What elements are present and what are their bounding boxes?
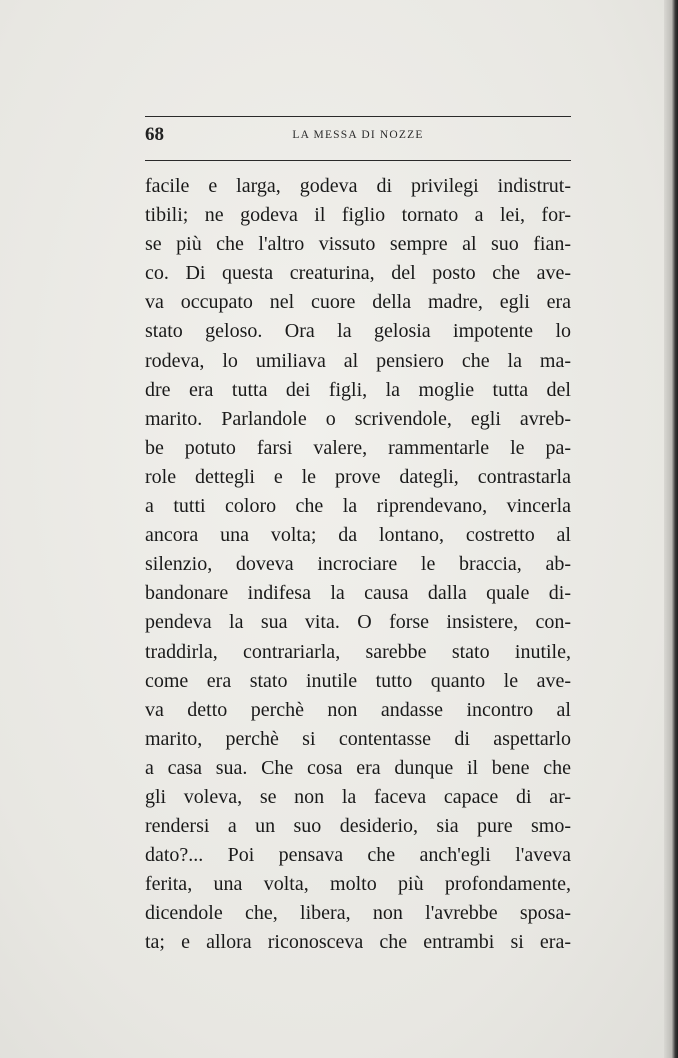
page-binding-edge [664, 0, 678, 1058]
text-line: va occupato nel cuore della madre, egli era [145, 291, 571, 314]
text-line: bandonare indifesa la causa dalla quale di- [145, 582, 571, 605]
text-line: marito, perchè si contentasse di aspettarlo [145, 727, 571, 750]
page-number: 68 [145, 124, 164, 145]
text-line: facile e larga, godeva di privilegi indistrut- [145, 175, 571, 197]
text-line: pendeva la sua vita. O forse insistere, con- [145, 611, 571, 634]
body-text [145, 172, 571, 958]
running-title: LA MESSA DI NOZZE [292, 129, 424, 141]
text-line: tibili; ne godeva il figlio tornato a lei, for- [145, 204, 571, 227]
text-line: stato geloso. Ora la gelosia impotente lo [145, 320, 571, 343]
text-line: dicendole che, libera, non l'avrebbe sposa- [145, 902, 571, 925]
text-line: a casa sua. Che cosa era dunque il bene che [145, 756, 571, 779]
header-top-rule [145, 116, 571, 117]
text-line: rendersi a un suo desiderio, sia pure smo- [145, 815, 571, 838]
header-bottom-rule [145, 160, 571, 161]
text-line: be potuto farsi valere, rammentarle le pa- [145, 436, 571, 459]
text-line: a tutti coloro che la riprendevano, vincerla [145, 495, 571, 518]
page-header [145, 124, 571, 152]
text-line: ferita, una volta, molto più profondamente, [145, 873, 571, 896]
text-line: se più che l'altro vissuto sempre al suo fian- [145, 233, 571, 256]
text-line: ancora una volta; da lontano, costretto al [145, 524, 571, 547]
text-line: come era stato inutile tutto quanto le ave- [145, 669, 571, 692]
text-line: silenzio, doveva incrociare le braccia, ab- [145, 553, 571, 576]
text-line: dre era tutta dei figli, la moglie tutta del [145, 378, 571, 401]
text-line: dato?... Poi pensava che anch'egli l'aveva [145, 844, 571, 867]
text-line: va detto perchè non andasse incontro al [145, 698, 571, 721]
text-line: role dettegli e le prove dategli, contrastarla [145, 465, 571, 488]
text-line: gli voleva, se non la faceva capace di ar- [145, 785, 571, 808]
text-line: rodeva, lo umiliava al pensiero che la ma- [145, 349, 571, 372]
text-line: co. Di questa creaturina, del posto che ave- [145, 262, 571, 285]
text-line: marito. Parlandole o scrivendole, egli avreb- [145, 407, 571, 430]
text-line: traddirla, contrariarla, sarebbe stato inutile, [145, 640, 571, 663]
text-line: ta; e allora riconosceva che entrambi si era- [145, 931, 571, 954]
